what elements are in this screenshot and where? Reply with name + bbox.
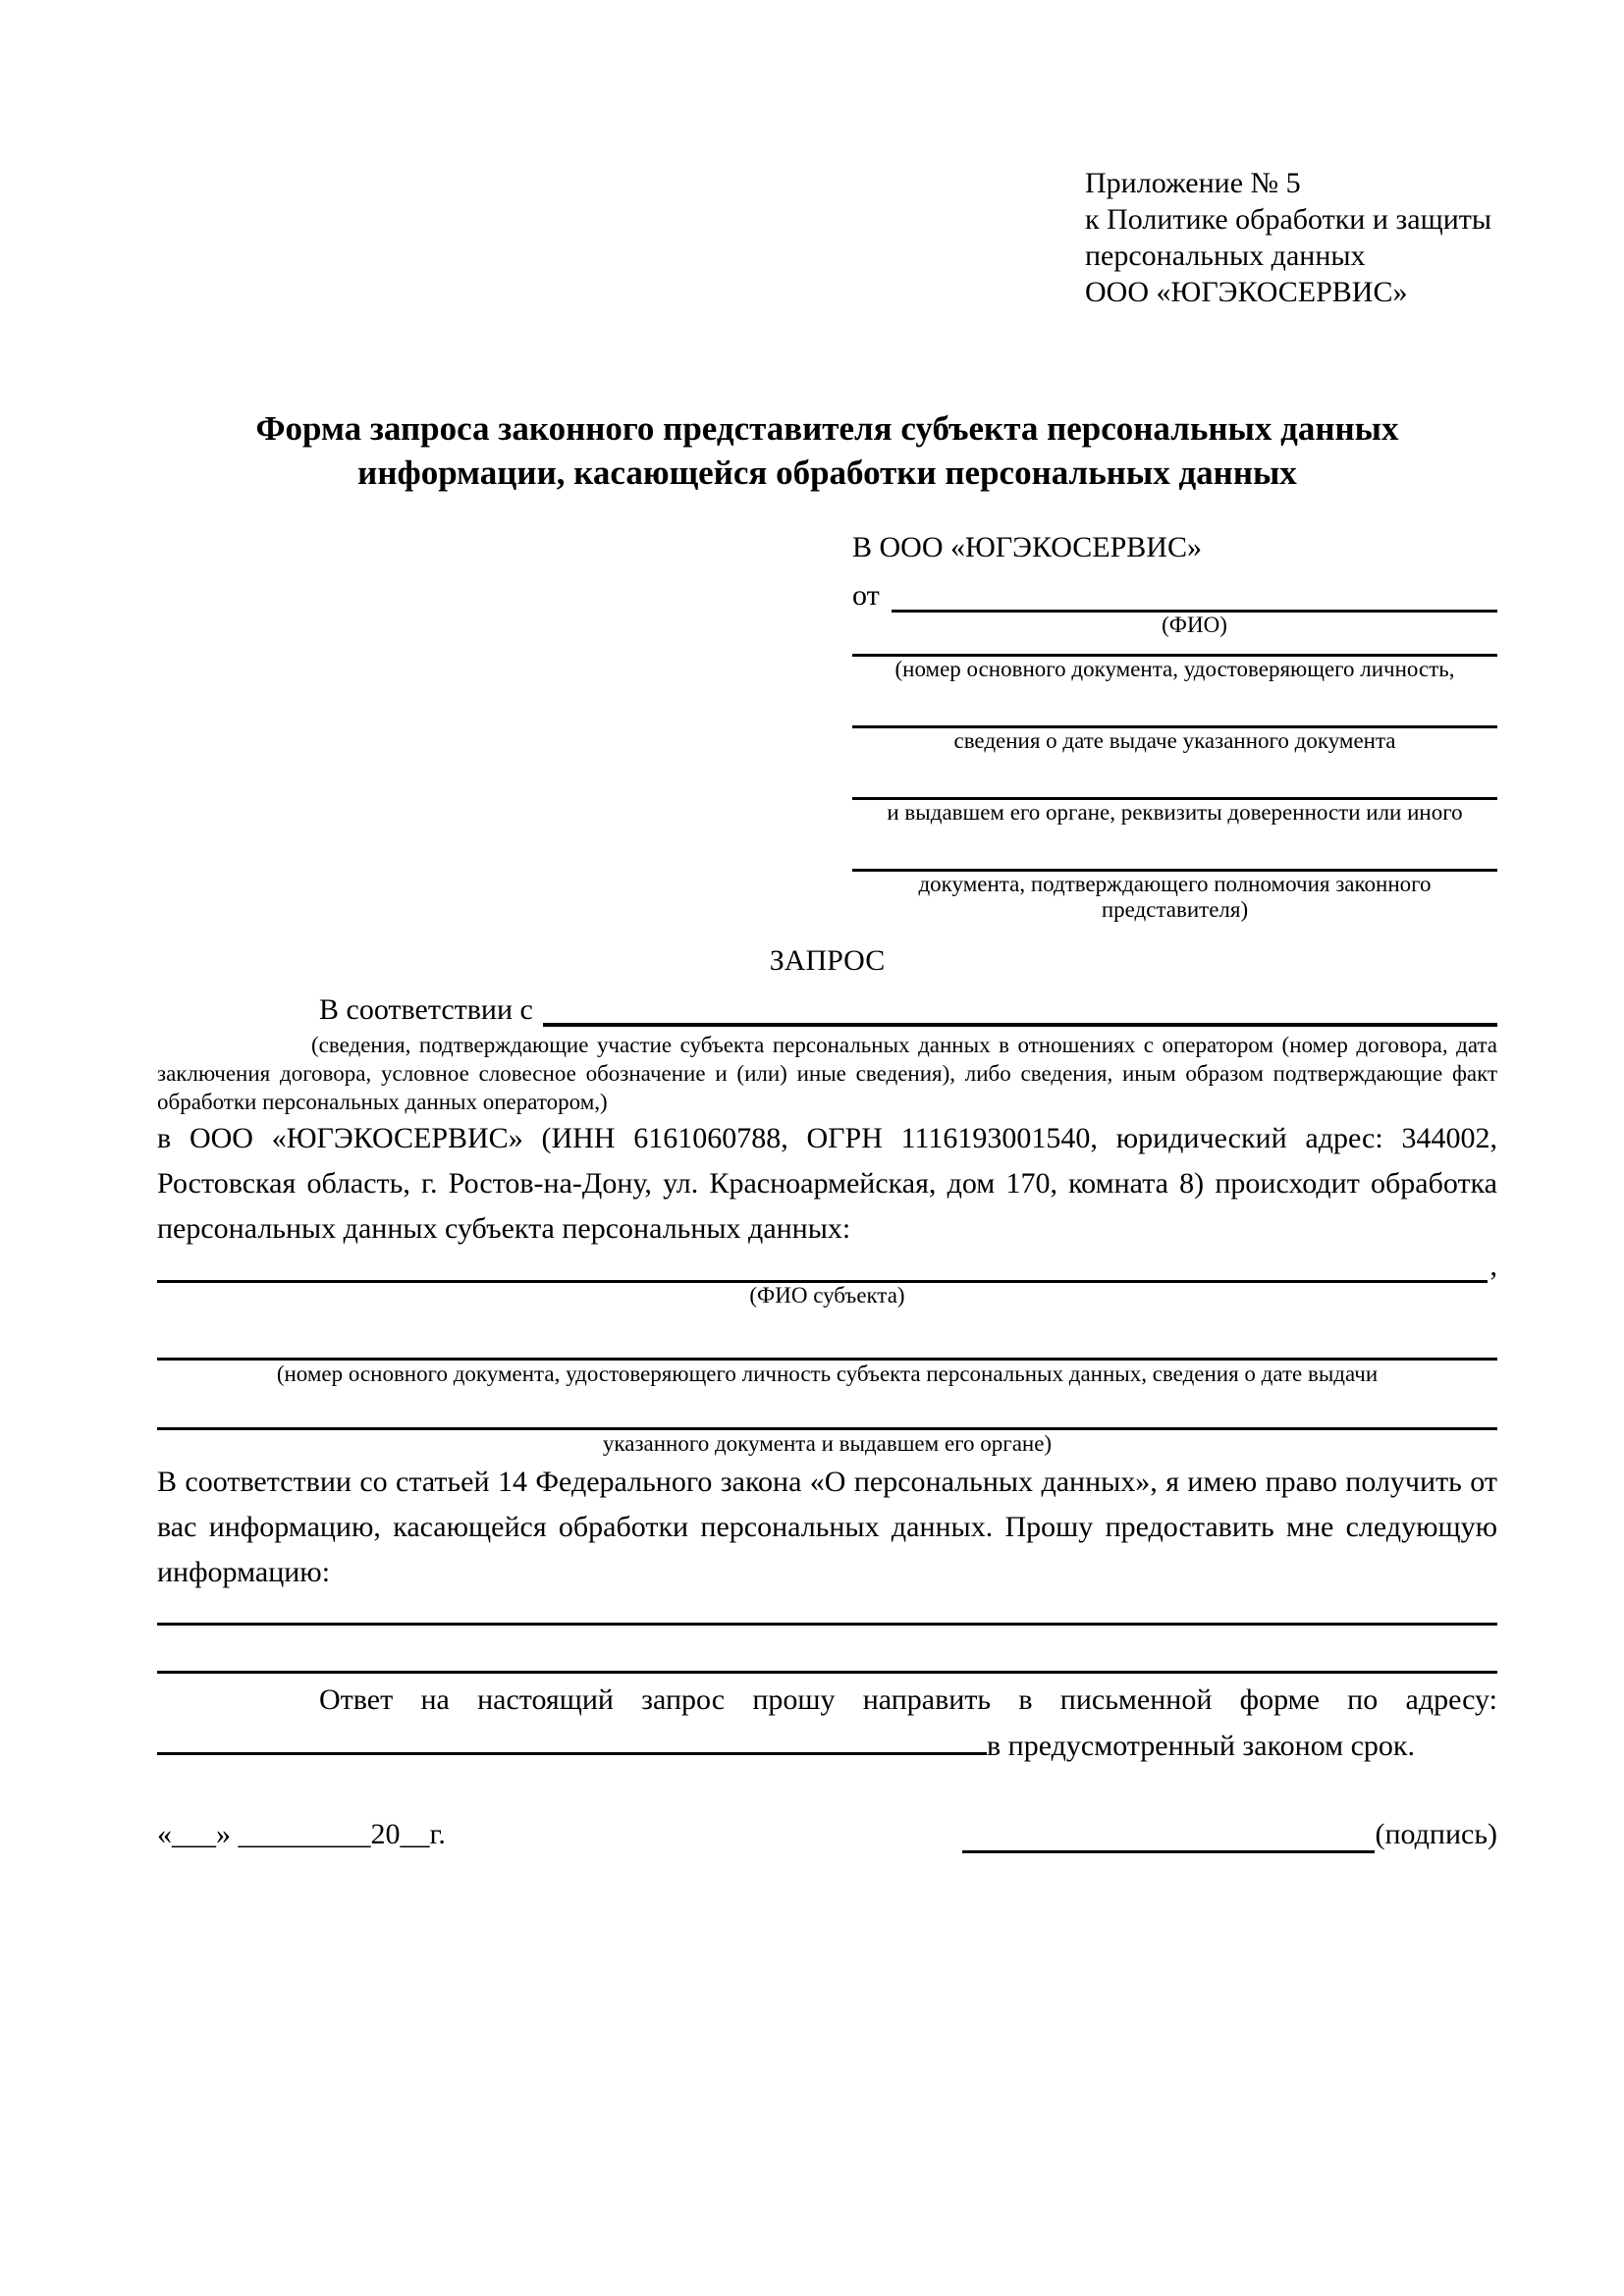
issue-date-group [852, 682, 1497, 754]
subject-fio-comma: , [1489, 1250, 1497, 1282]
subject-fio-row [157, 1252, 1497, 1283]
id-document-group [852, 638, 1497, 682]
reply-paragraph-end: в предусмотренный законом срок. [987, 1730, 1415, 1762]
operator-paragraph: в ООО «ЮГЭКОСЕРВИС» (ИНН 6161060788, ОГРН 1116193001540, юридический адрес: 344002, Ростовская область, г. Ростов-на-Дону, ул. Красноармейская, дом 170, комната 8) происходит обработка персональных данных субъекта персональных данных: [157, 1122, 1497, 1245]
fio-caption: (ФИО) [1162, 613, 1227, 637]
id-document-fill-line[interactable] [852, 638, 1497, 657]
rights-paragraph: В соответствии со статьей 14 Федерального закона «О персональных данных», я имею право получить от вас информацию, касающейся обработки персональных данных. Прошу предоставить мне следующую информацию: [157, 1466, 1497, 1588]
reply-paragraph-start: Ответ на настоящий запрос прошу направить в письменной форме по адресу: [319, 1683, 1497, 1716]
from-label: от [852, 579, 880, 612]
authority-document-group [852, 826, 1497, 923]
to-organization-line: В ООО «ЮГЭКОСЕРВИС» [852, 531, 1202, 563]
subject-fio-fill-line[interactable] [157, 1251, 1488, 1283]
date-fill-line[interactable]: «___» _________20__г. [157, 1818, 446, 1850]
id-document-caption: (номер основного документа, удостоверяющего личность, [894, 657, 1455, 681]
appendix-note-line: ООО «ЮГЭКОСЕРВИС» [1085, 276, 1408, 308]
issuing-authority-group [852, 754, 1497, 826]
signature-row [157, 1816, 1497, 1853]
issue-date-caption: сведения о дате выдаче указанного документа [953, 728, 1396, 753]
subject-authority-group [157, 1388, 1497, 1458]
issuing-authority-caption: и выдавшем его органе, реквизиты доверенности или иного [887, 800, 1463, 825]
document-title-line1: Форма запроса законного представителя субъекта персональных данных [255, 409, 1399, 448]
requested-info-fill-line-1[interactable] [157, 1595, 1497, 1626]
reply-address-fill-line[interactable] [157, 1723, 987, 1755]
addressee-block [852, 530, 1497, 923]
subject-document-caption-2: указанного документа и выдавшем его органе) [602, 1431, 1053, 1456]
basis-row [157, 988, 1497, 1027]
authority-document-fill-line[interactable] [852, 826, 1497, 872]
representative-fio-fill-line[interactable] [892, 576, 1497, 613]
appendix-note [1085, 165, 1497, 310]
signature-caption: (подпись) [1375, 1818, 1497, 1850]
document-title-line2: информации, касающейся обработки персональных данных [357, 454, 1297, 492]
request-heading: ЗАПРОС [769, 944, 886, 977]
reply-paragraph [157, 1678, 1497, 1769]
subject-document-fill-line[interactable] [157, 1308, 1497, 1361]
subject-document-group [157, 1308, 1497, 1388]
from-row [852, 573, 1497, 613]
subject-document-caption-1: (номер основного документа, удостоверяющего личность субъекта персональных данных, сведения о дате выдачи [276, 1362, 1379, 1386]
authority-document-caption: документа, подтверждающего полномочия законного представителя) [918, 872, 1432, 922]
signature-fill-line[interactable] [962, 1819, 1375, 1853]
requested-info-fill-line-2[interactable] [157, 1626, 1497, 1674]
subject-fio-caption: (ФИО субъекта) [749, 1283, 905, 1308]
appendix-note-line: персональных данных [1085, 240, 1366, 272]
subject-authority-fill-line[interactable] [157, 1388, 1497, 1430]
document-title [157, 406, 1497, 495]
signature-group [962, 1816, 1497, 1853]
appendix-note-line: к Политике обработки и защиты [1085, 203, 1492, 236]
issuing-authority-fill-line[interactable] [852, 754, 1497, 800]
appendix-note-line: Приложение № 5 [1085, 167, 1301, 199]
basis-fill-line[interactable] [543, 989, 1497, 1027]
basis-note: (сведения, подтверждающие участие субъекта персональных данных в отношениях с оператором (номер договора, дата заключения договора, условное словесное обозначение и (или) иные сведения), либо сведения, иным образом подтверждающие факт обработки персональных данных оператором,) [157, 1033, 1497, 1114]
issue-date-fill-line[interactable] [852, 682, 1497, 728]
basis-label: В соответствии с [319, 993, 533, 1026]
